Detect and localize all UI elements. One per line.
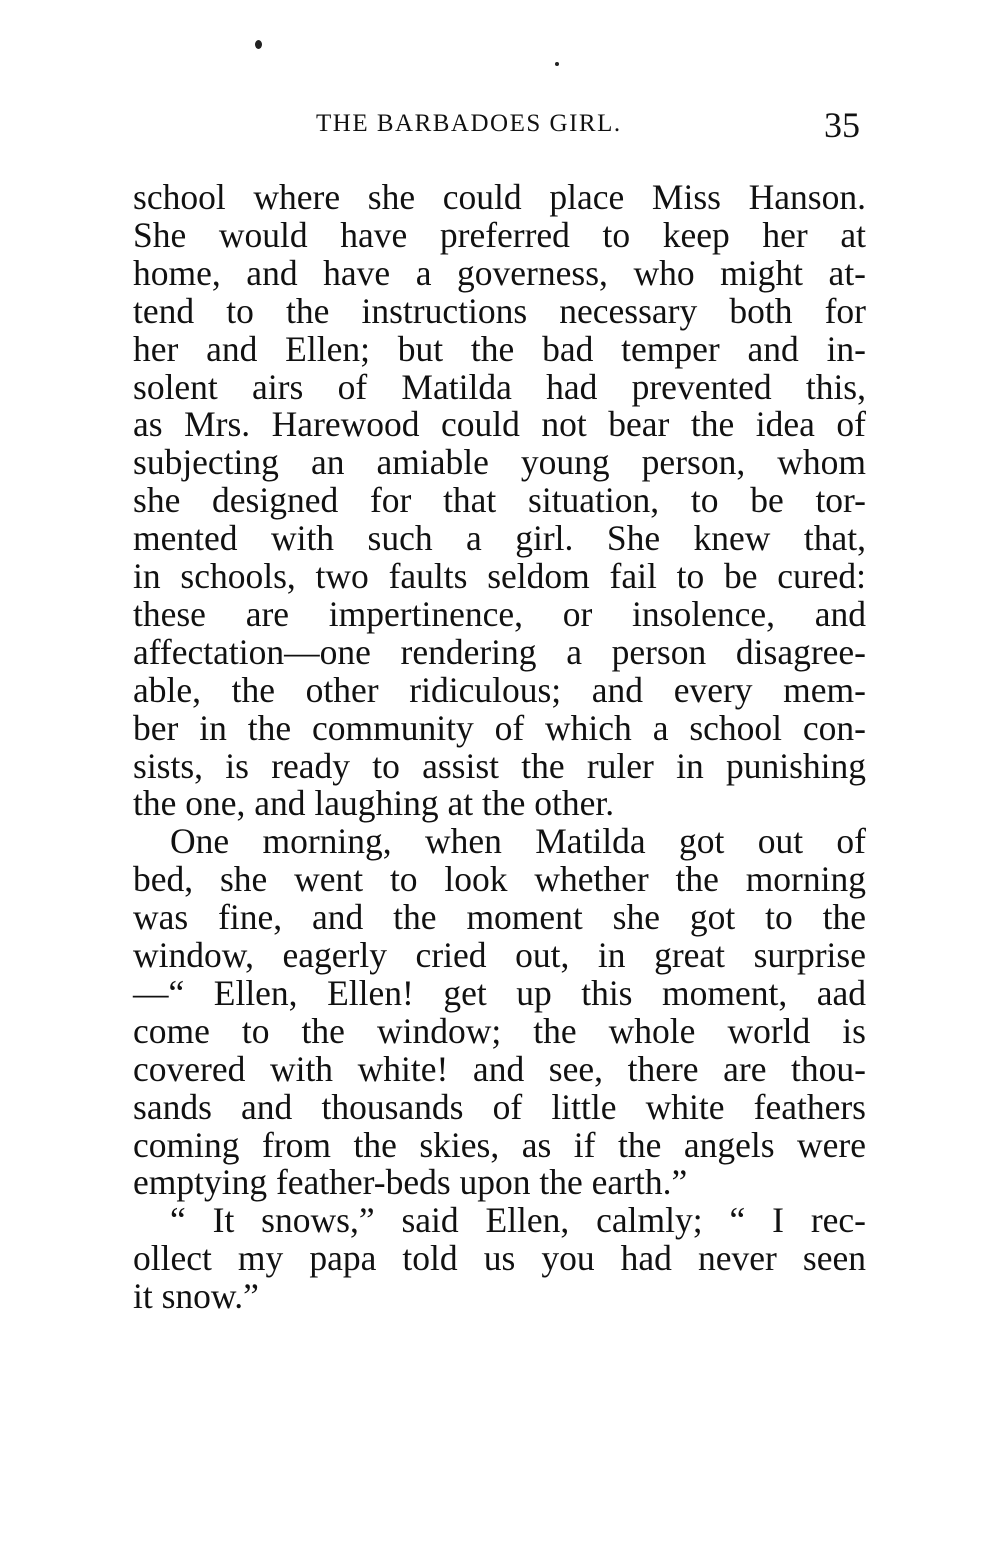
text-line: ber in the community of which a school con-	[133, 707, 866, 748]
text-line: sands and thousands of little white feathers	[133, 1086, 866, 1127]
text-line: home, and have a governess, who might at-	[133, 252, 866, 293]
text-line: the one, and laughing at the other.	[133, 783, 615, 824]
text-line: as Mrs. Harewood could not bear the idea of	[133, 404, 866, 445]
text-line: subjecting an amiable young person, whom	[133, 442, 866, 483]
text-line: she designed for that situation, to be tor-	[133, 480, 866, 521]
ink-speck	[555, 62, 559, 66]
text-line: affectation—one rendering a person disagree-	[133, 631, 866, 672]
text-line: come to the window; the whole world is	[133, 1010, 866, 1051]
text-line: mented with such a girl. She knew that,	[133, 518, 866, 559]
text-line: window, eagerly cried out, in great surprise	[133, 935, 866, 975]
running-head-title: THE BARBADOES GIRL.	[316, 110, 622, 137]
text-line: —“ Ellen, Ellen! get up this moment, aad	[133, 972, 866, 1013]
text-line: bed, she went to look whether the morning	[133, 859, 866, 900]
ink-speck	[255, 40, 262, 49]
text-line: covered with white! and see, there are thou-	[133, 1048, 866, 1089]
text-line: tend to the instructions necessary both for	[133, 290, 866, 331]
text-line: “ It snows,” said Ellen, calmly; “ I rec-	[170, 1200, 866, 1241]
text-line: her and Ellen; but the bad temper and in-	[133, 328, 866, 369]
text-line: ollect my papa told us you had never seen	[133, 1238, 866, 1279]
text-line: coming from the skies, as if the angels were	[133, 1124, 866, 1165]
text-line: was fine, and the moment she got to the	[133, 897, 866, 938]
text-line: She would have preferred to keep her at	[133, 214, 866, 255]
text-line: able, the other ridiculous; and every mem-	[133, 669, 866, 710]
text-line: emptying feather-beds upon the earth.”	[133, 1162, 688, 1203]
text-line: it snow.”	[133, 1276, 259, 1317]
text-line: One morning, when Matilda got out of	[170, 821, 866, 862]
text-line: solent airs of Matilda had prevented this,	[133, 366, 866, 407]
page-number: 35	[824, 105, 860, 145]
text-line: sists, is ready to assist the ruler in punishing	[133, 745, 866, 786]
text-line: school where she could place Miss Hanson.	[133, 177, 866, 217]
text-line: these are impertinence, or insolence, and	[133, 593, 866, 634]
text-line: in schools, two faults seldom fail to be cured:	[133, 556, 866, 596]
